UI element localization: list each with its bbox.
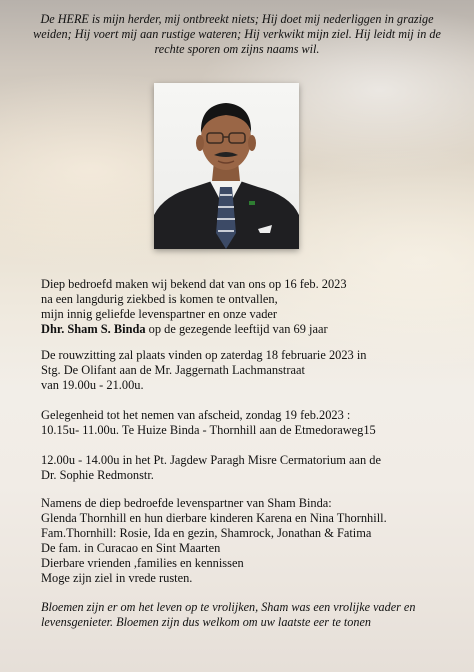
announcement-line: mijn innig geliefde levenspartner en onze vader <box>41 307 278 321</box>
opening-psalm-verse: De HERE is mijn herder, mij ontbreekt niets; Hij doet mij nederliggen in grazige weiden; Hij voert mij aan rustige wateren; Hij verkwikt mijn ziel. Hij leidt mij in de rechte sporen om zijns naams wil. <box>33 12 441 56</box>
wake-line: Stg. De Olifant aan de Mr. Jaggernath Lachmanstraat <box>41 363 305 377</box>
cremation-details <box>41 453 454 483</box>
announcement-line: Diep bedroefd maken wij bekend dat van ons op 16 feb. 2023 <box>41 277 347 291</box>
death-announcement <box>41 277 454 337</box>
family-line: Dierbare vrienden ,families en kennissen <box>41 556 244 570</box>
announcement-name-line <box>41 322 454 337</box>
cremation-line: 12.00u - 14.00u in het Pt. Jagdew Paragh Misre Cermatorium aan de <box>41 453 381 467</box>
wake-details <box>41 348 454 393</box>
family-line: Glenda Thornhill en hun dierbare kinderen Karena en Nina Thornhill. <box>41 511 387 525</box>
farewell-details <box>41 408 454 438</box>
family-line: De fam. in Curacao en Sint Maarten <box>41 541 221 555</box>
farewell-line: 10.15u- 11.00u. Te Huize Binda - Thornhill aan de Etmedoraweg15 <box>41 423 376 437</box>
portrait-photo <box>154 83 299 249</box>
deceased-name: Dhr. Sham S. Binda <box>41 322 146 336</box>
cremation-line: Dr. Sophie Redmonstr. <box>41 468 154 482</box>
wake-line: De rouwzitting zal plaats vinden op zaterdag 18 februarie 2023 in <box>41 348 367 362</box>
family-line: Namens de diep bedroefde levenspartner van Sham Binda: <box>41 496 332 510</box>
age-text: op de gezegende leeftijd van 69 jaar <box>145 322 328 336</box>
family-line: Moge zijn ziel in vrede rusten. <box>41 571 193 585</box>
family-signature <box>41 496 454 586</box>
wake-line: van 19.00u - 21.00u. <box>41 378 144 392</box>
farewell-line: Gelegenheid tot het nemen van afscheid, zondag 19 feb.2023 : <box>41 408 351 422</box>
flowers-note: Bloemen zijn er om het leven op te vrolijken, Sham was een vrolijke vader en levensgenieter. Bloemen zijn dus welkom om uw laatste eer te tonen <box>41 600 416 629</box>
family-line: Fam.Thornhill: Rosie, Ida en gezin, Shamrock, Jonathan & Fatima <box>41 526 372 540</box>
announcement-line: na een langdurig ziekbed is komen te ontvallen, <box>41 292 278 306</box>
